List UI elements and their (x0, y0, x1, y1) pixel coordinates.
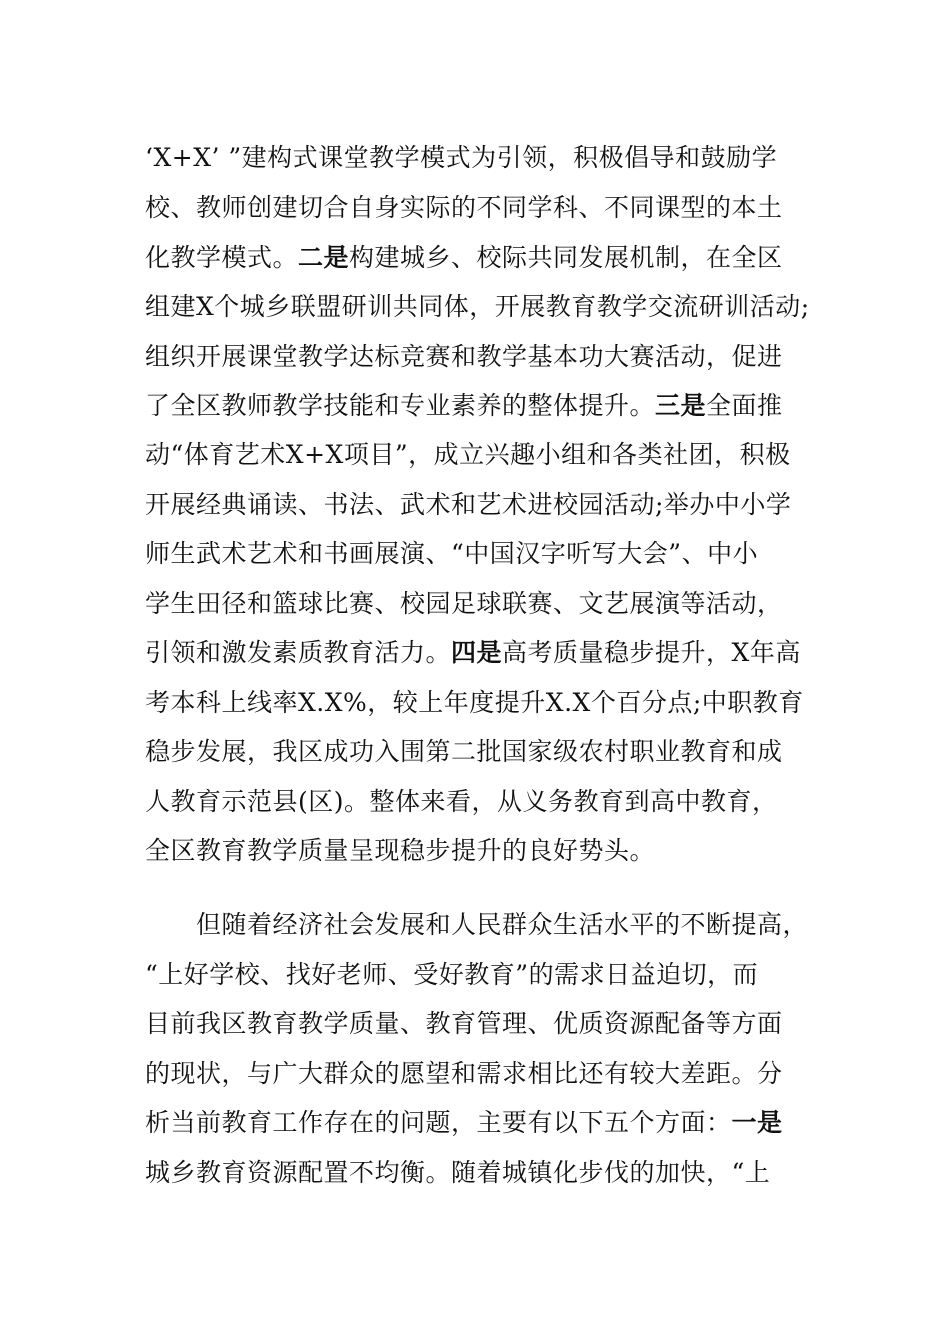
text-line (145, 488, 791, 522)
emphasis-run: 一是 (731, 1108, 783, 1137)
text-run: 稳步发展，我区成功入围第二批国家级农村职业教育和成 (145, 737, 783, 766)
text-run: 城乡教育资源配置不均衡。随着城镇化步伐的加快，“上 (145, 1158, 771, 1187)
text-run: 开展经典诵读、书法、武术和艺术进校园活动;举办中小学 (145, 490, 792, 519)
text-run: 人教育示范县(区)。整体来看，从义务教育到高中教育， (145, 787, 778, 816)
text-run: 化教学模式。 (145, 243, 299, 272)
text-line (145, 191, 783, 225)
text-line (145, 1156, 770, 1190)
text-line (145, 141, 777, 175)
emphasis-run: 三是 (655, 391, 707, 420)
text-line (145, 1057, 783, 1091)
text-run: 高考质量稳步提升，X年高 (502, 638, 801, 667)
text-run: 师生武术艺术和书画展演、“中国汉字听写大会”、中小 (145, 539, 759, 568)
text-run: 了全区教师教学技能和专业素养的整体提升。 (145, 391, 656, 420)
text-run: 全区教育教学质量呈现稳步提升的良好势头。 (145, 836, 656, 865)
text-run: 目前我区教育教学质量、教育管理、优质资源配备等方面 (145, 1009, 783, 1038)
text-line (145, 389, 783, 423)
text-line (145, 290, 810, 324)
text-line (145, 438, 791, 472)
emphasis-run: 二是 (298, 243, 350, 272)
text-run: “上好学校、找好老师、受好教育”的需求日益迫切，而 (145, 960, 759, 989)
text-run: 的现状，与广大群众的愿望和需求相比还有较大差距。分 (145, 1059, 783, 1088)
text-line (145, 537, 758, 571)
text-line (145, 958, 758, 992)
text-line (145, 908, 808, 942)
text-run: 析当前教育工作存在的问题，主要有以下五个方面： (145, 1108, 732, 1137)
text-line (145, 785, 778, 819)
text-run: 组建X个城乡联盟研训共同体，开展教育教学交流研训活动; (145, 292, 810, 321)
text-line (145, 241, 783, 275)
text-line (145, 340, 783, 374)
text-line (145, 686, 804, 720)
text-run: 组织开展课堂教学达标竞赛和教学基本功大赛活动，促进 (145, 342, 783, 371)
text-run: ‘X+X’ ”建构式课堂教学模式为引领，积极倡导和鼓励学 (145, 143, 778, 172)
text-line (145, 1007, 783, 1041)
text-line (145, 587, 783, 621)
text-run: 动“体育艺术X+X项目”，成立兴趣小组和各类社团，积极 (145, 440, 791, 469)
text-line (145, 636, 801, 670)
text-run: 学生田径和篮球比赛、校园足球联赛、文艺展演等活动， (145, 589, 783, 618)
text-run: 构建城乡、校际共同发展机制，在全区 (349, 243, 783, 272)
emphasis-run: 四是 (451, 638, 503, 667)
text-line (145, 735, 783, 769)
text-run: 校、教师创建切合自身实际的不同学科、不同课型的本土 (145, 193, 783, 222)
text-run: 全面推 (706, 391, 783, 420)
text-run: 引领和激发素质教育活力。 (145, 638, 452, 667)
text-line (145, 1106, 783, 1140)
text-run: 但随着经济社会发展和人民群众生活水平的不断提高， (145, 910, 809, 939)
text-line (145, 834, 655, 868)
text-run: 考本科上线率X.X%，较上年度提升X.X个百分点;中职教育 (145, 688, 804, 717)
